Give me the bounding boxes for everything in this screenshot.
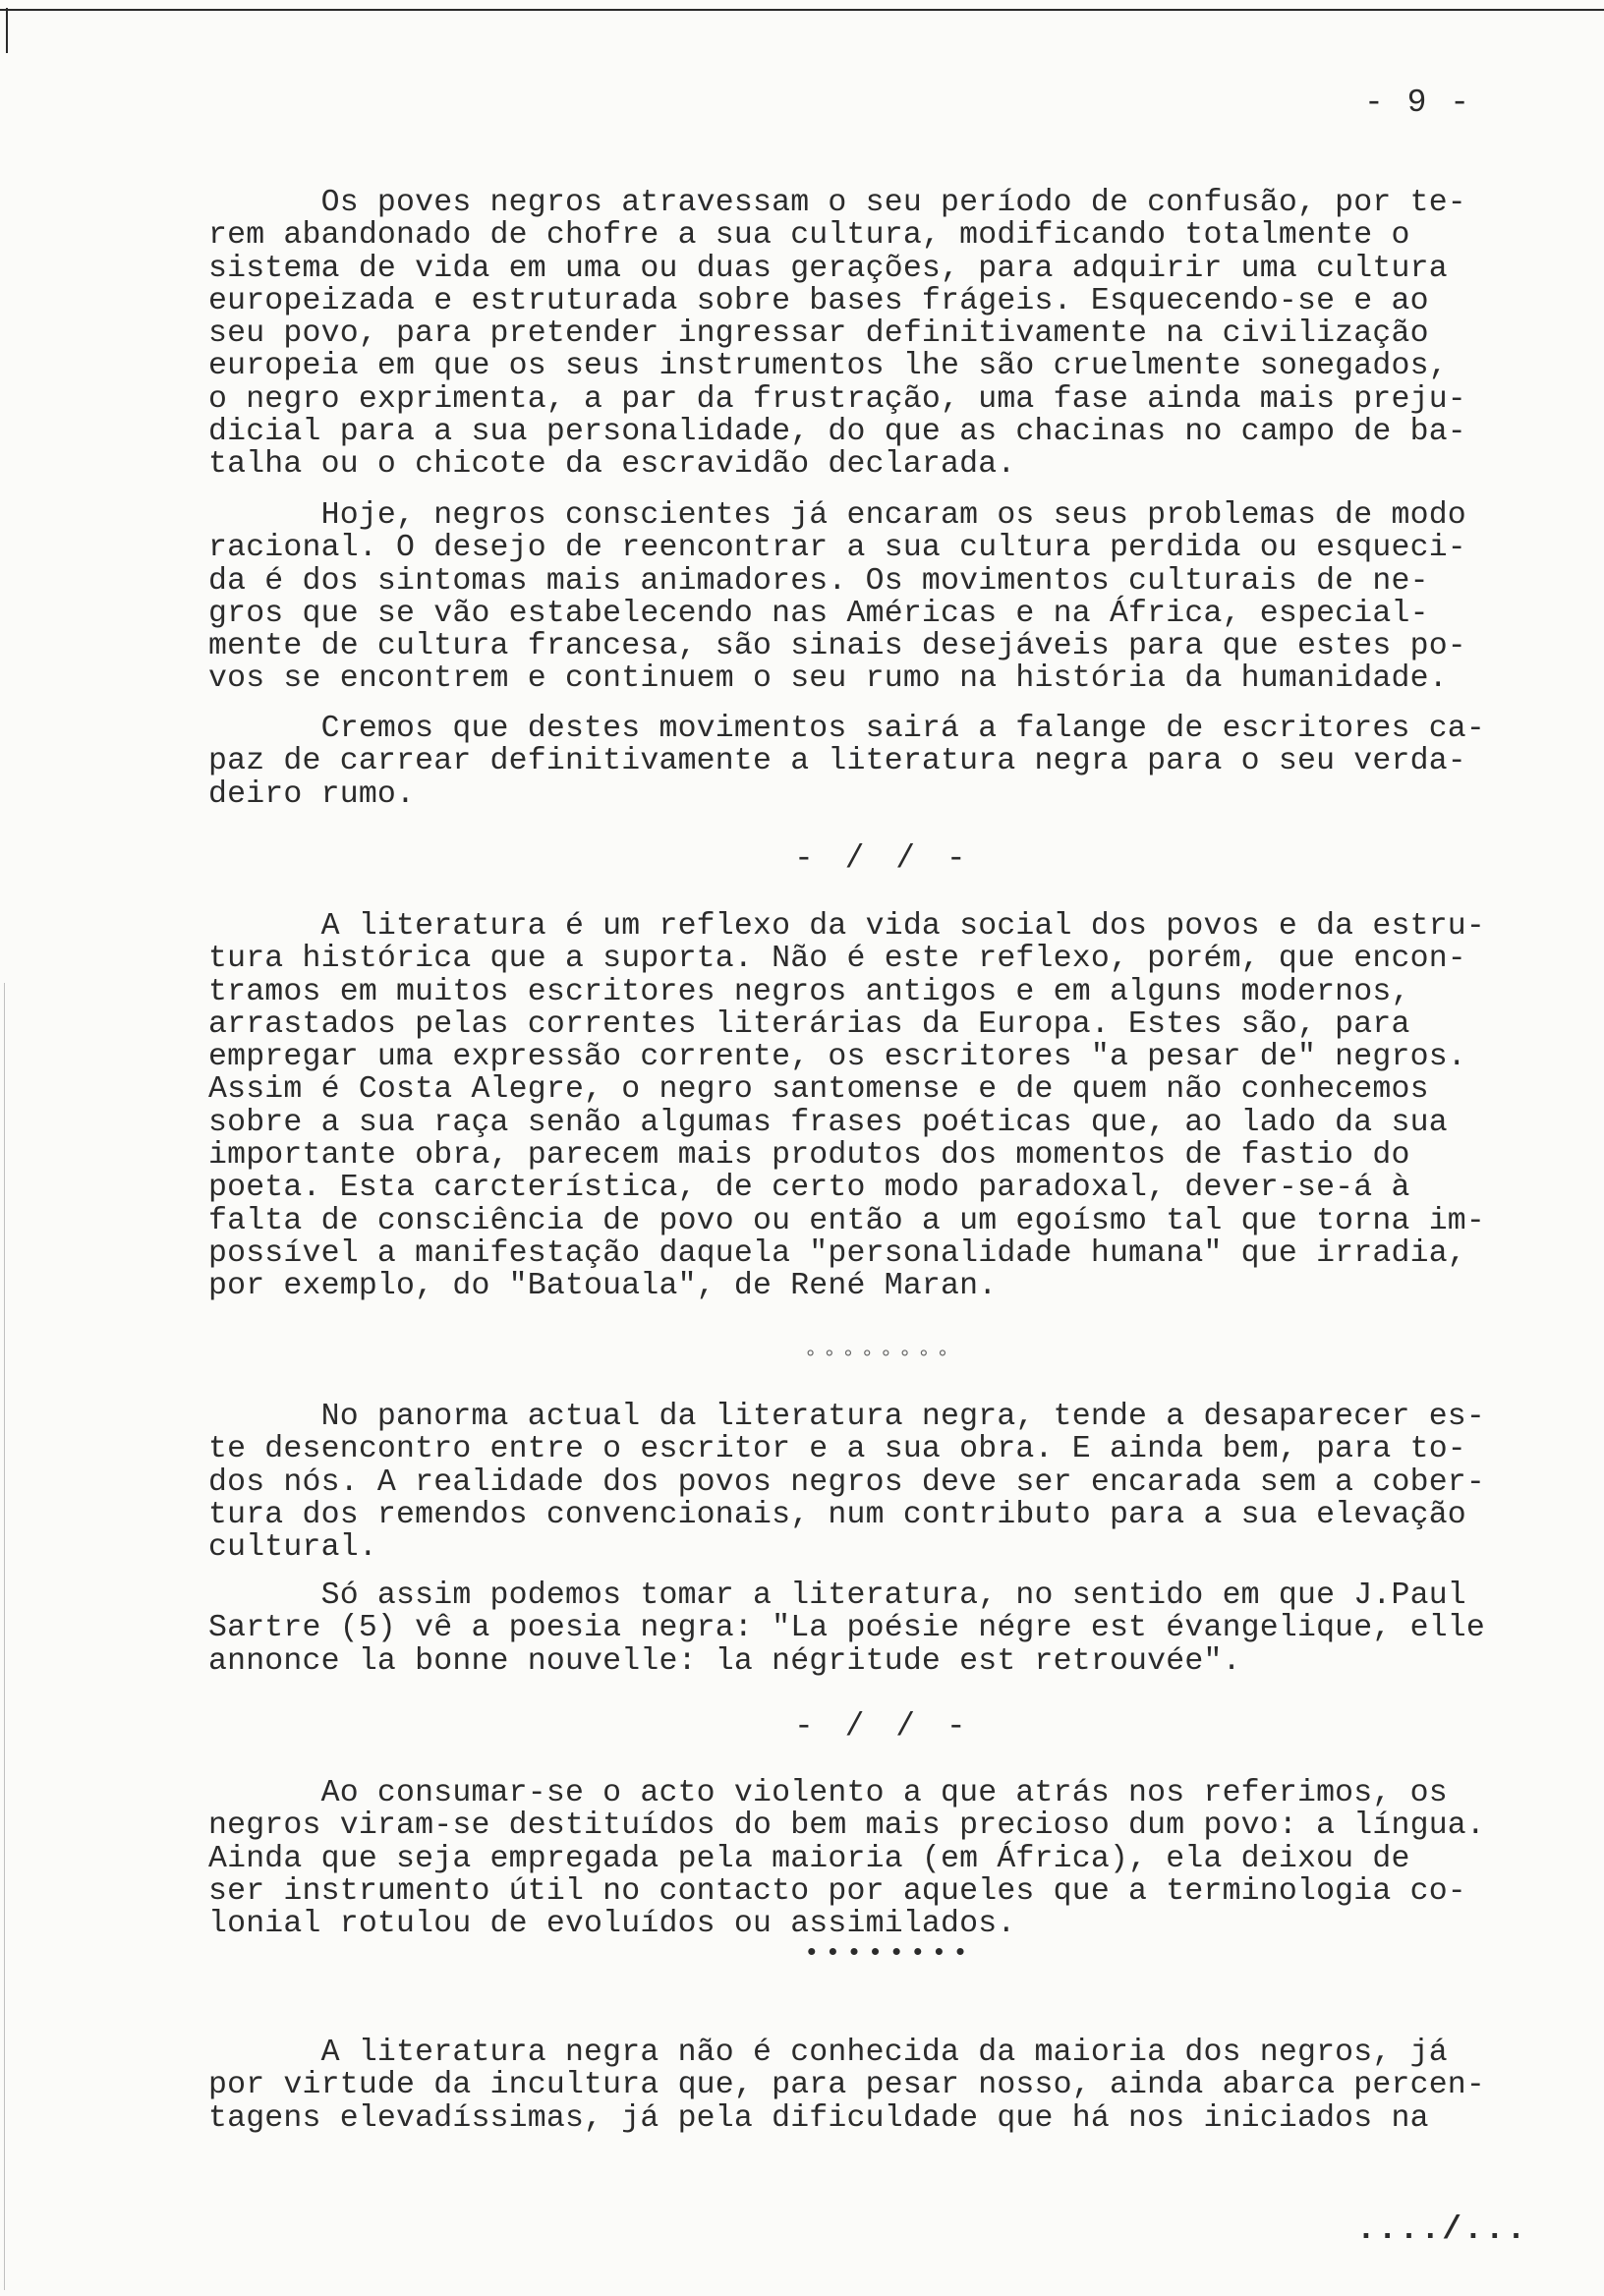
paragraph-8: A literatura negra não é conhecida da maioria dos negros, já por virtude da incultura que, para pesar nosso, ainda abarca percen- tagens elevadíssimas, já pela dificuldade que há nos iniciados na	[208, 2036, 1486, 2136]
page-number: - 9 -	[1364, 85, 1472, 121]
paragraph-6: Só assim podemos tomar a literatura, no sentido em que J.Paul Sartre (5) vê a poesia negra: "La poésie négre est évangelique, elle annonce la bonne nouvelle: la négritude est retrouvée".	[208, 1578, 1486, 1679]
left-edge-shadow	[4, 983, 5, 2290]
dot-divider: °°°°°°°°	[804, 1347, 955, 1371]
continuation-mark: ..../...	[1356, 2211, 1528, 2248]
paragraph-4: A literatura é um reflexo da vida social dos povos e da estru- tura histórica que a suporta. Não é este reflexo, porém, que encon- tramos em muitos escritores negros antigos e em alguns modernos, arrastados pelas correntes literárias da Europa. Estes são, para empregar uma expressão corrente, os escritores "a pesar de" negros. Assim é Costa Alegre, o negro santomense e de quem não conhecemos sobre a sua raça senão algumas frases poéticas que, ao lado da sua importante obra, parecem mais produtos dos momentos de fastio do poeta. Esta carcterística, de certo modo paradoxal, dever-se-á à falta de consciência de povo ou então a um egoísmo tal que torna im- possível a manifestação daquela "personalidade humana" que irradia, por exemplo, do "Batouala", de René Maran.	[208, 909, 1486, 1304]
paragraph-7: Ao consumar-se o acto violento a que atrás nos referimos, os negros viram-se destituídos do bem mais precioso dum povo: a língua. Ainda que seja empregada pela maioria (em África), ela deixou de ser instrumento útil no contacto por aqueles que a terminologia co- lonial rotulou de evoluídos ou assimilados.	[208, 1776, 1486, 1942]
paragraph-1: Os poves negros atravessam o seu período de confusão, por te- rem abandonado de chofre a sua cultura, modificando totalmente o sistema de vida em uma ou duas gerações, para adquirir uma cultura europeizada e estruturada sobre bases frágeis. Esquecendo-se e ao seu povo, para pretender ingressar definitivamente na civilização europeia em que os seus instrumentos lhe são cruelmente sonegados, o negro exprimenta, a par da frustração, uma fase ainda mais preju- dicial para a sua personalidade, do que as chacinas no campo de ba- talha ou o chicote da escravidão declarada.	[208, 186, 1466, 483]
corner-mark	[6, 8, 8, 53]
section-separator: - / / -	[794, 1708, 972, 1745]
paragraph-5: No panorma actual da literatura negra, tende a desaparecer es- te desencontro entre o escritor e a sua obra. E ainda bem, para to- dos nós. A realidade dos povos negros deve ser encarada sem a cober- tura dos remendos convencionais, num contributo para a sua elevação cultural.	[208, 1400, 1486, 1566]
top-border-line	[0, 9, 1604, 11]
paragraph-3: Cremos que destes movimentos sairá a falange de escritores ca- paz de carrear definitivamente a literatura negra para o seu verda- deiro rumo.	[208, 712, 1486, 812]
paragraph-2: Hoje, negros conscientes já encaram os seus problemas de modo racional. O desejo de reencontrar a sua cultura perdida ou esqueci- da é dos sintomas mais animadores. Os movimentos culturais de ne- gros que se vão estabelecendo nas Américas e na África, especial- mente de cultura francesa, são sinais desejáveis para que estes po- vos se encontrem e continuem o seu rumo na história da humanidade.	[208, 498, 1466, 697]
dot-divider: ••••••••	[804, 1938, 974, 1968]
section-separator: - / / -	[794, 840, 972, 877]
